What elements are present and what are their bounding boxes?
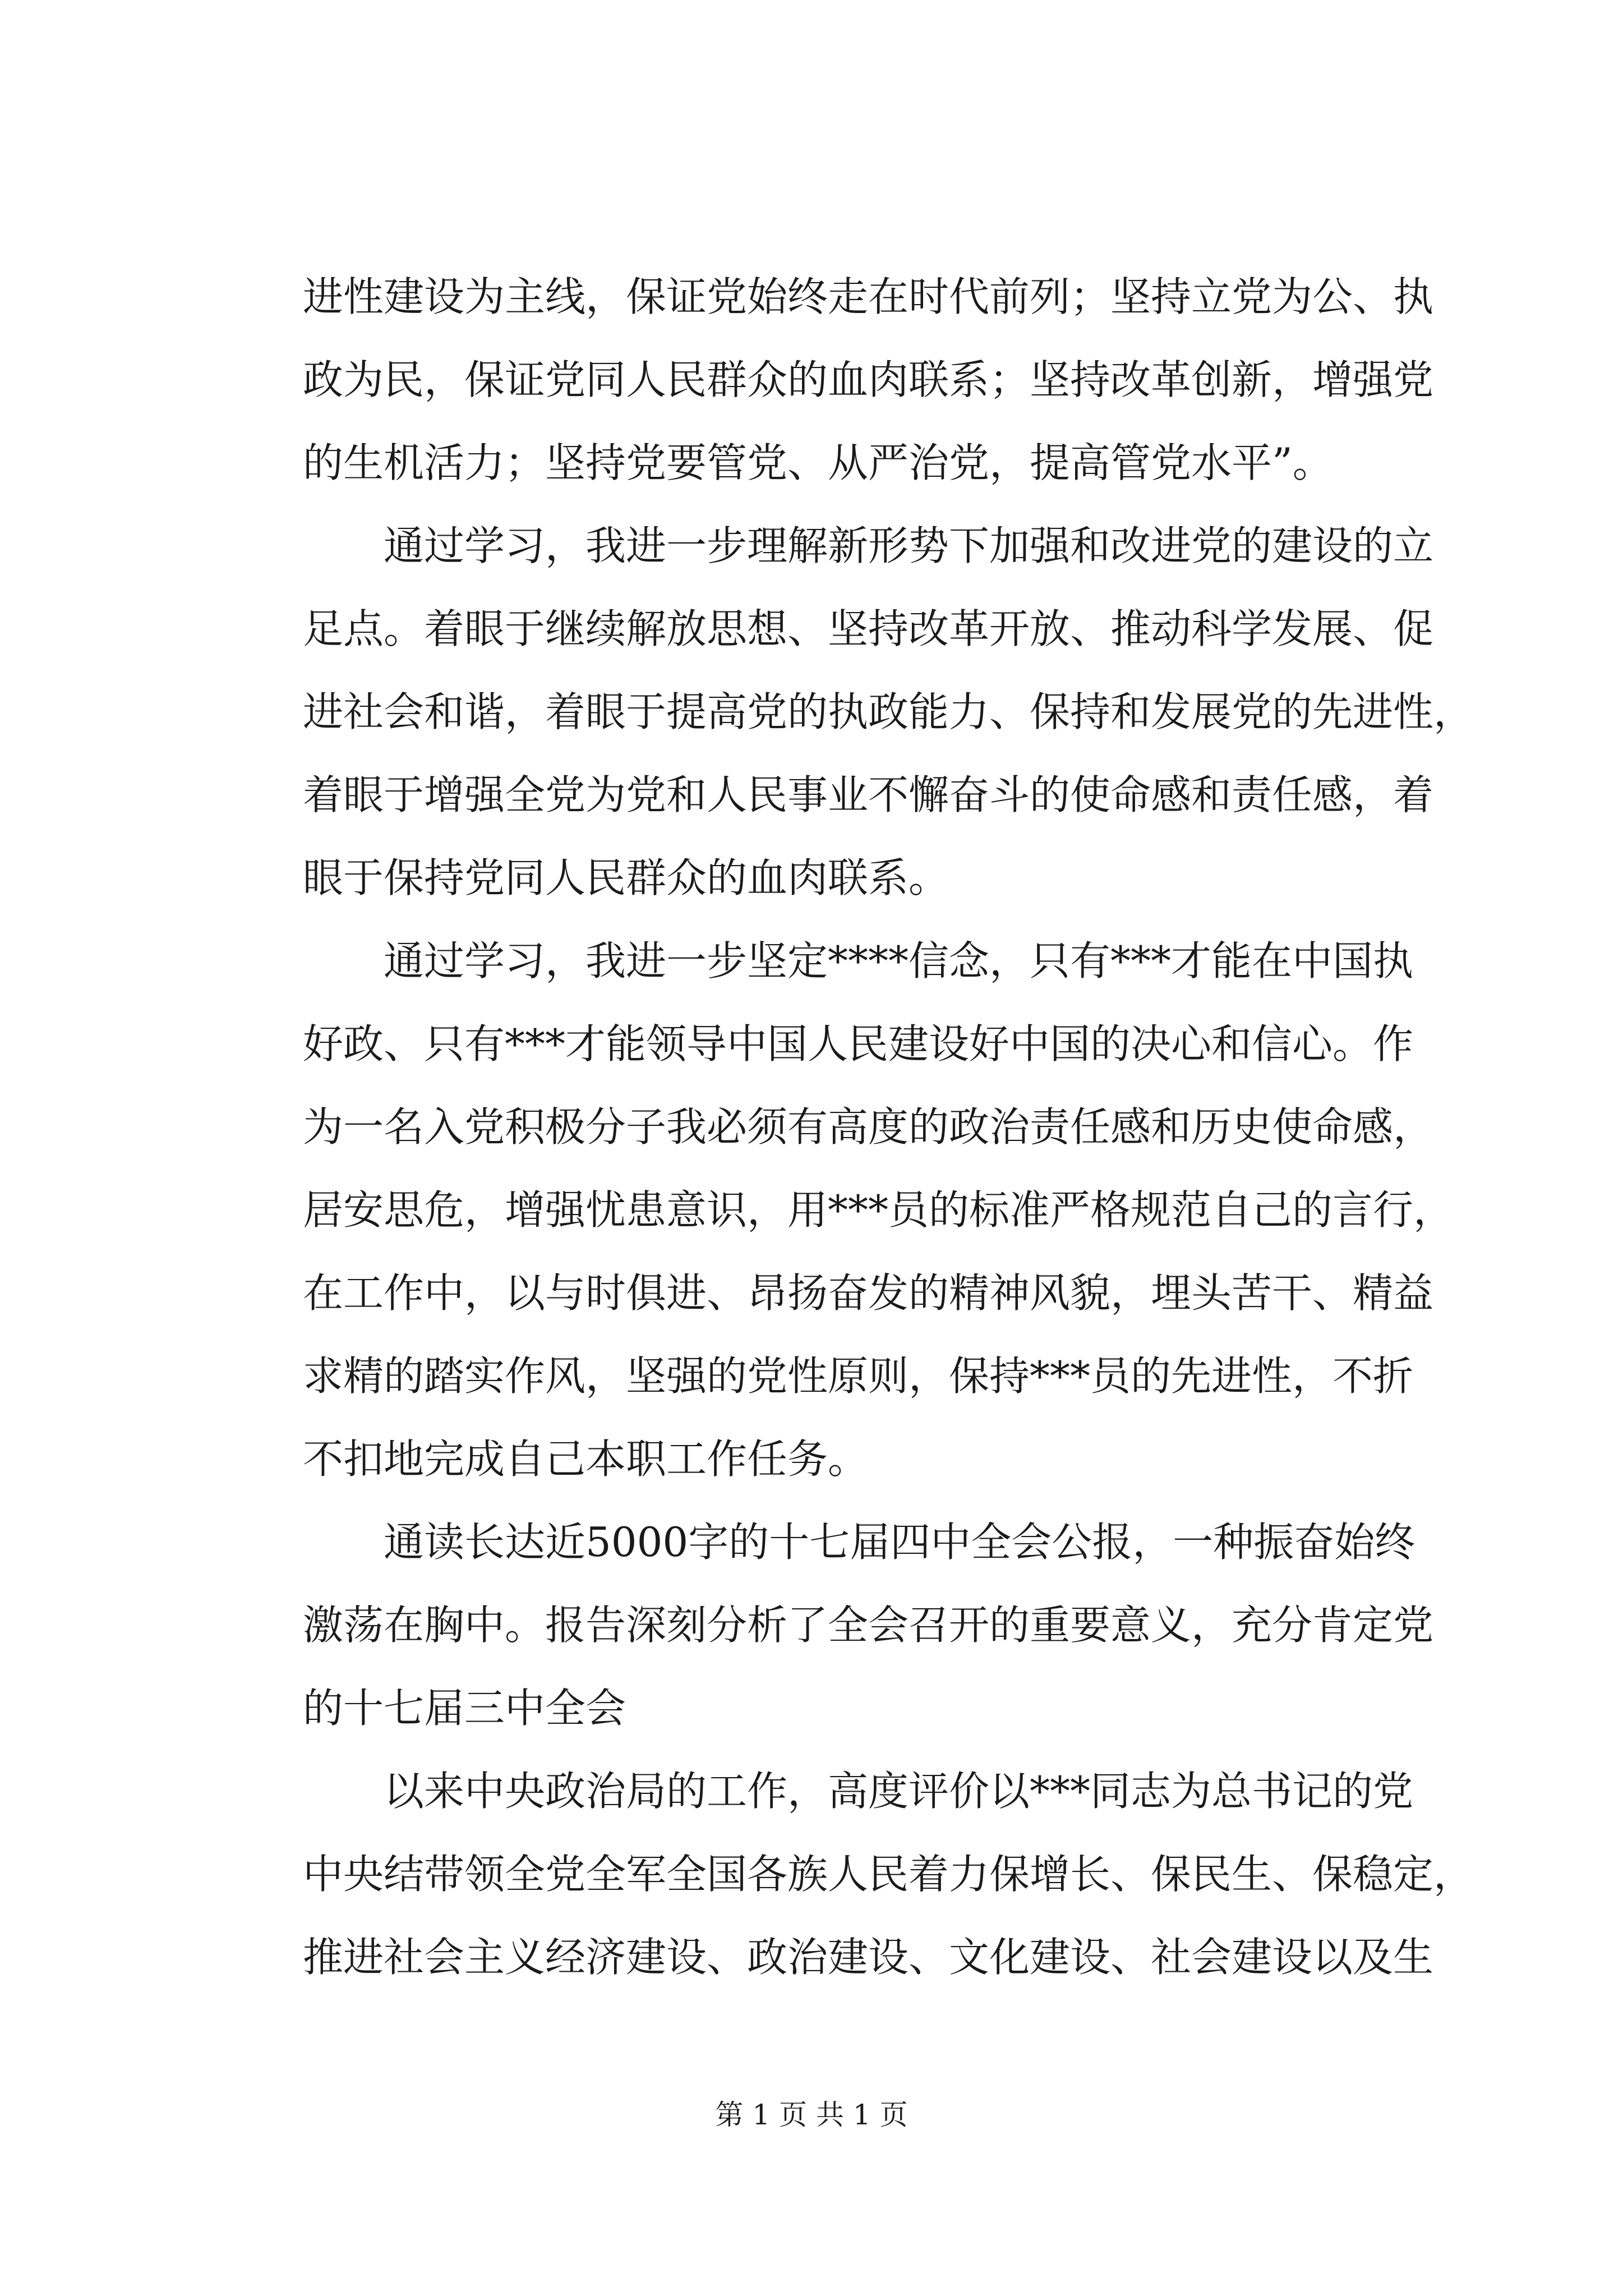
text-line: 通过学习，我进一步坚定****信念，只有***才能在中国执 (384, 937, 1414, 984)
text-line: 着眼于增强全党为党和人民事业不懈奋斗的使命感和责任感，着 (303, 771, 1434, 818)
text-line: 居安思危，增强忧患意识，用***员的标准严格规范自己的言行， (303, 1186, 1454, 1234)
text-line: 为一名入党积极分子我必须有高度的政治责任感和历史使命感， (303, 1103, 1434, 1151)
text-line: 推进社会主义经济建设、政治建设、文化建设、社会建设以及生 (303, 1934, 1434, 1981)
text-line: 的十七届三中全会 (303, 1685, 626, 1732)
page-number-footer: 第 1 页 共 1 页 (715, 2099, 908, 2131)
text-line: 足点。着眼于继续解放思想、坚持改革开放、推动科学发展、促 (303, 605, 1434, 652)
text-line: 中央结带领全党全军全国各族人民着力保增长、保民生、保稳定， (303, 1851, 1474, 1898)
text-line: 不扣地完成自己本职工作任务。 (303, 1435, 869, 1483)
text-line: 好政、只有***才能领导中国人民建设好中国的决心和信心。作 (303, 1020, 1414, 1068)
text-line: 的生机活力；坚持党要管党、从严治党，提高管党水平”。 (303, 439, 1333, 486)
text-line: 政为民，保证党同人民群众的血肉联系；坚持改革创新，增强党 (303, 356, 1434, 403)
text-line: 激荡在胸中。报告深刻分析了全会召开的重要意义，充分肯定党 (303, 1602, 1434, 1649)
text-line: 通读长达近5000字的十七届四中全会公报，一种振奋始终 (384, 1519, 1415, 1566)
text-line: 眼于保持党同人民群众的血肉联系。 (303, 854, 949, 901)
text-line: 求精的踏实作风，坚强的党性原则，保持***员的先进性，不折 (303, 1352, 1414, 1400)
text-line: 进性建设为主线，保证党始终走在时代前列；坚持立党为公、执 (303, 273, 1434, 320)
text-line: 在工作中，以与时俱进、昂扬奋发的精神风貌，埋头苦干、精益 (303, 1269, 1434, 1317)
document-body (303, 255, 1474, 1999)
text-line: 通过学习，我进一步理解新形势下加强和改进党的建设的立 (384, 522, 1434, 569)
text-line: 进社会和谐，着眼于提高党的执政能力、保持和发展党的先进性， (303, 688, 1474, 735)
text-line: 以来中央政治局的工作，高度评价以***同志为总书记的党 (384, 1768, 1414, 1815)
